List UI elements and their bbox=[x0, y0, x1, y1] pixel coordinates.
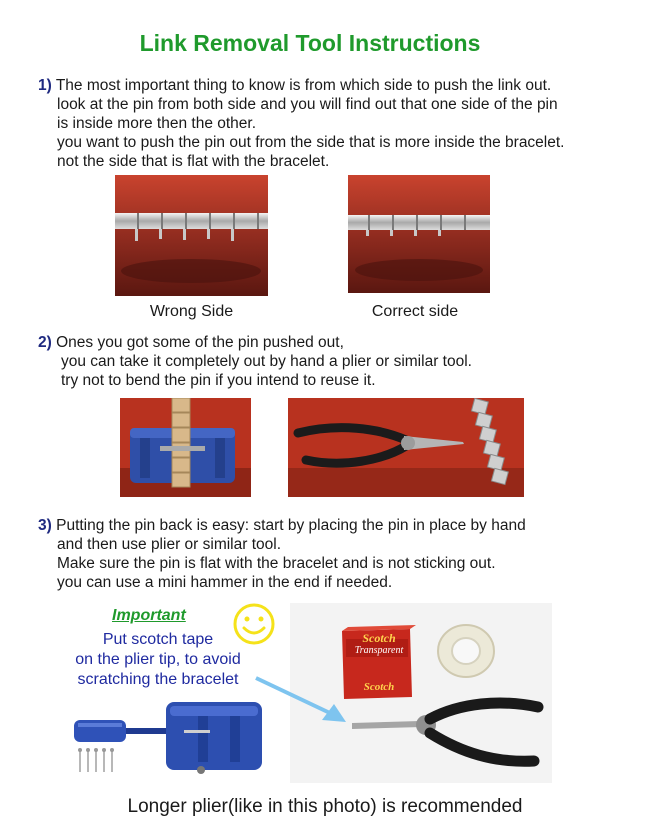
step-1-line: not the side that is flat with the bracelet. bbox=[57, 153, 330, 170]
step-1-line: look at the pin from both side and you will find out that one side of the pin bbox=[57, 96, 558, 113]
step-1-line: you want to push the pin out from the side that is more inside the bracelet. bbox=[57, 134, 565, 151]
important-line: on the plier tip, to avoid bbox=[75, 651, 241, 668]
important-line: Put scotch tape bbox=[102, 631, 214, 648]
step-3-number: 3) bbox=[38, 517, 52, 534]
important-line: scratching the bracelet bbox=[77, 671, 239, 688]
step-2-line: Ones you got some of the pin pushed out, bbox=[56, 334, 344, 351]
tape-box-brand-bottom: Scotch bbox=[363, 681, 395, 693]
correct-side-photo bbox=[348, 175, 490, 293]
link-tool-photo bbox=[120, 398, 251, 497]
tape-box-product: Transparent bbox=[354, 645, 404, 656]
step-1-line: The most important thing to know is from which side to push the link out. bbox=[55, 77, 552, 94]
footer-note: Longer plier(like in this photo) is recommended bbox=[127, 796, 523, 817]
step-2-line: try not to bend the pin if you intend to reuse it. bbox=[61, 372, 376, 389]
step-3-line: and then use plier or similar tool. bbox=[57, 536, 282, 553]
page-title: Link Removal Tool Instructions bbox=[139, 30, 481, 56]
step-3 bbox=[38, 516, 526, 592]
step-3-line: Make sure the pin is flat with the bracelet and is not sticking out. bbox=[57, 555, 496, 572]
important-heading: Important bbox=[112, 607, 186, 624]
tape-box-brand: Scotch bbox=[362, 631, 396, 645]
wrong-side-photo bbox=[115, 175, 268, 296]
step-2-line: you can take it completely out by hand a plier or similar tool. bbox=[61, 353, 472, 370]
step-1 bbox=[38, 76, 564, 171]
step-2 bbox=[38, 333, 472, 390]
important-note bbox=[60, 630, 256, 690]
step-3-line: Putting the pin back is easy: start by placing the pin in place by hand bbox=[56, 517, 526, 534]
correct-side-caption: Correct side bbox=[371, 303, 459, 320]
smiley-icon bbox=[233, 603, 275, 645]
step-3-line: you can use a mini hammer in the end if needed. bbox=[57, 574, 393, 591]
plier-pull-photo bbox=[288, 398, 524, 497]
step-1-number: 1) bbox=[38, 77, 52, 94]
link-tool-with-pins-photo bbox=[70, 690, 280, 780]
step-2-number: 2) bbox=[38, 334, 52, 351]
wrong-side-caption: Wrong Side bbox=[149, 303, 234, 320]
step-1-line: is inside more then the other. bbox=[57, 115, 257, 132]
